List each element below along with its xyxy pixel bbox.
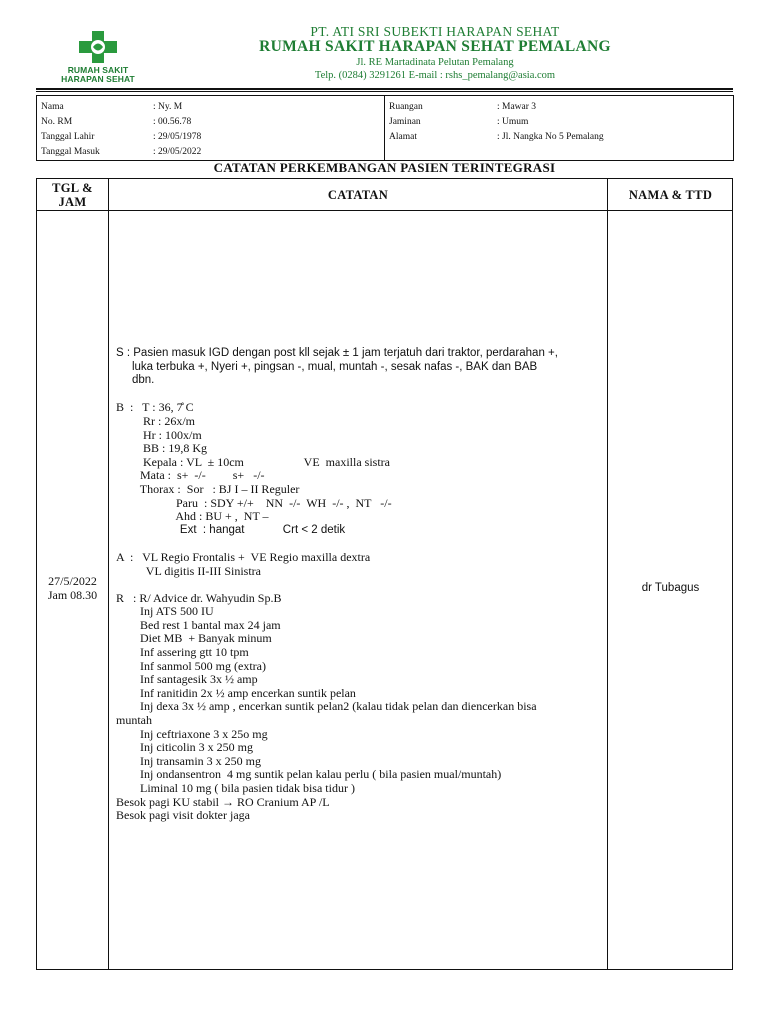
patient-field-label: Nama: [41, 102, 64, 112]
note-line: Besok pagi visit dokter jaga: [116, 808, 250, 823]
entry-notes: [116, 347, 606, 823]
patient-info-left: [37, 96, 382, 160]
note-line: muntah: [116, 713, 152, 728]
note-spacer: [116, 388, 606, 402]
note-line: Inj dexa 3x ½ amp , encerkan suntik pelan2 (kalau tidak pelan dan diencerkan bisa: [116, 699, 537, 714]
note-line: BB : 19,8 Kg: [116, 441, 208, 456]
entry-date: 27/5/2022: [48, 574, 97, 588]
entry-time: Jam 08.30: [47, 588, 98, 602]
note-line: Inj ceftriaxone 3 x 25o mg: [116, 726, 268, 741]
logo-text-line-2: HARAPAN SEHAT: [61, 74, 135, 84]
note-line: luka terbuka +, Nyeri +, pingsan -, mual, muntah -, sesak nafas -, BAK dan BAB: [116, 360, 538, 373]
company-name: PT. ATI SRI SUBEKTI HARAPAN SEHAT: [310, 24, 560, 39]
green-cross-icon: [76, 30, 120, 64]
note-line: Inj ATS 500 IU: [116, 604, 214, 619]
note-line: Inj ondansentron 4 mg suntik pelan kalau perlu ( bila pasien mual/muntah): [116, 767, 502, 782]
note-line: S : Pasien masuk IGD dengan post kll sejak ± 1 jam terjatuh dari traktor, perdarahan +,: [116, 347, 558, 359]
patient-field: [37, 100, 382, 115]
note-spacer: [116, 578, 606, 592]
note-line: A : VL Regio Frontalis + VE Regio maxilla dextra: [116, 549, 371, 564]
column-divider: [607, 179, 608, 969]
patient-field-label: Ruangan: [389, 102, 423, 112]
column-divider: [108, 179, 109, 969]
patient-field-value: : Umum: [497, 117, 529, 127]
note-line: Kepala : VL ± 10cm VE maxilla sistra: [116, 454, 390, 469]
entry-date-time: [37, 574, 108, 602]
patient-field: [385, 100, 734, 115]
patient-field-value: : 29/05/2022: [153, 147, 202, 157]
note-line: Besok pagi KU stabil → RO Cranium AP /L: [116, 794, 330, 809]
note-line: Ext : hangat Crt < 2 detik: [116, 523, 346, 536]
hospital-logo: [48, 30, 148, 86]
note-line: Inf ranitidin 2x ½ amp encerkan suntik pelan: [116, 685, 356, 700]
note-line: Rr : 26x/m: [116, 413, 196, 428]
note-line: Diet MB + Banyak minum: [116, 631, 272, 646]
note-line: dbn.: [116, 374, 155, 387]
patient-field-value: : Jl. Nangka No 5 Pemalang: [497, 132, 604, 142]
note-line: Inf santagesik 3x ½ amp: [116, 672, 258, 687]
patient-field: [37, 145, 382, 160]
entry-signer: dr Tubagus: [641, 582, 700, 594]
patient-field: [37, 130, 382, 145]
note-line: Mata : s+ -/- s+ -/-: [116, 468, 265, 483]
progress-notes-table: [36, 178, 733, 970]
hospital-name: RUMAH SAKIT HARAPAN SEHAT PEMALANG: [259, 38, 611, 55]
note-line: Ahd : BU + , NT –: [116, 509, 269, 524]
form-title: CATATAN PERKEMBANGAN PASIEN TERINTEGRASI: [213, 160, 556, 175]
note-line: Inf assering gtt 10 tpm: [116, 645, 249, 660]
note-line: Thorax : Sor : BJ I – II Reguler: [116, 481, 300, 496]
patient-field-label: No. RM: [41, 117, 73, 127]
header-row-divider: [37, 210, 732, 211]
note-line: Bed rest 1 bantal max 24 jam: [116, 617, 281, 632]
patient-field: [385, 130, 734, 145]
patient-field-value: : Mawar 3: [497, 102, 537, 112]
patient-info-box: [36, 95, 734, 161]
patient-field-value: : Ny. M: [153, 102, 183, 112]
note-line: VL digitis II-III Sinistra: [116, 563, 261, 578]
note-line: R : R/ Advice dr. Wahyudin Sp.B: [116, 590, 282, 605]
header-notes: CATATAN: [327, 187, 389, 202]
note-line: Inj transamin 3 x 250 mg: [116, 753, 261, 768]
patient-field-label: Jaminan: [389, 117, 421, 127]
logo-text-line-1: RUMAH SAKIT: [67, 65, 129, 75]
note-line: Inf sanmol 500 mg (extra): [116, 658, 266, 673]
note-line: Hr : 100x/m: [116, 427, 202, 442]
note-line: Inj citicolin 3 x 250 mg: [116, 740, 253, 755]
patient-field-label: Tanggal Masuk: [41, 147, 100, 157]
patient-field: [385, 115, 734, 130]
patient-info-right: [384, 96, 734, 160]
header-name-signature: NAMA & TTD: [628, 187, 713, 202]
header-divider-thin: [36, 91, 733, 92]
hospital-contact: Telp. (0284) 3291261 E-mail : rshs_pemalang@asia.com: [314, 70, 556, 81]
patient-field: [37, 115, 382, 130]
patient-field-label: Tanggal Lahir: [41, 132, 95, 142]
note-line: Paru : SDY +/+ NN -/- WH -/- , NT -/-: [116, 495, 392, 510]
patient-field-value: : 29/05/1978: [153, 132, 202, 142]
patient-field-value: : 00.56.78: [153, 117, 192, 127]
header-date-time: TGL & JAM: [52, 180, 93, 209]
note-line: B : T : 36, 7̊ C: [116, 400, 194, 415]
header-divider-thick: [36, 88, 733, 90]
note-spacer: [116, 537, 606, 551]
hospital-address: Jl. RE Martadinata Pelutan Pemalang: [356, 57, 514, 68]
note-line: Liminal 10 mg ( bila pasien tidak bisa tidur ): [116, 781, 355, 795]
patient-field-label: Alamat: [389, 132, 417, 142]
